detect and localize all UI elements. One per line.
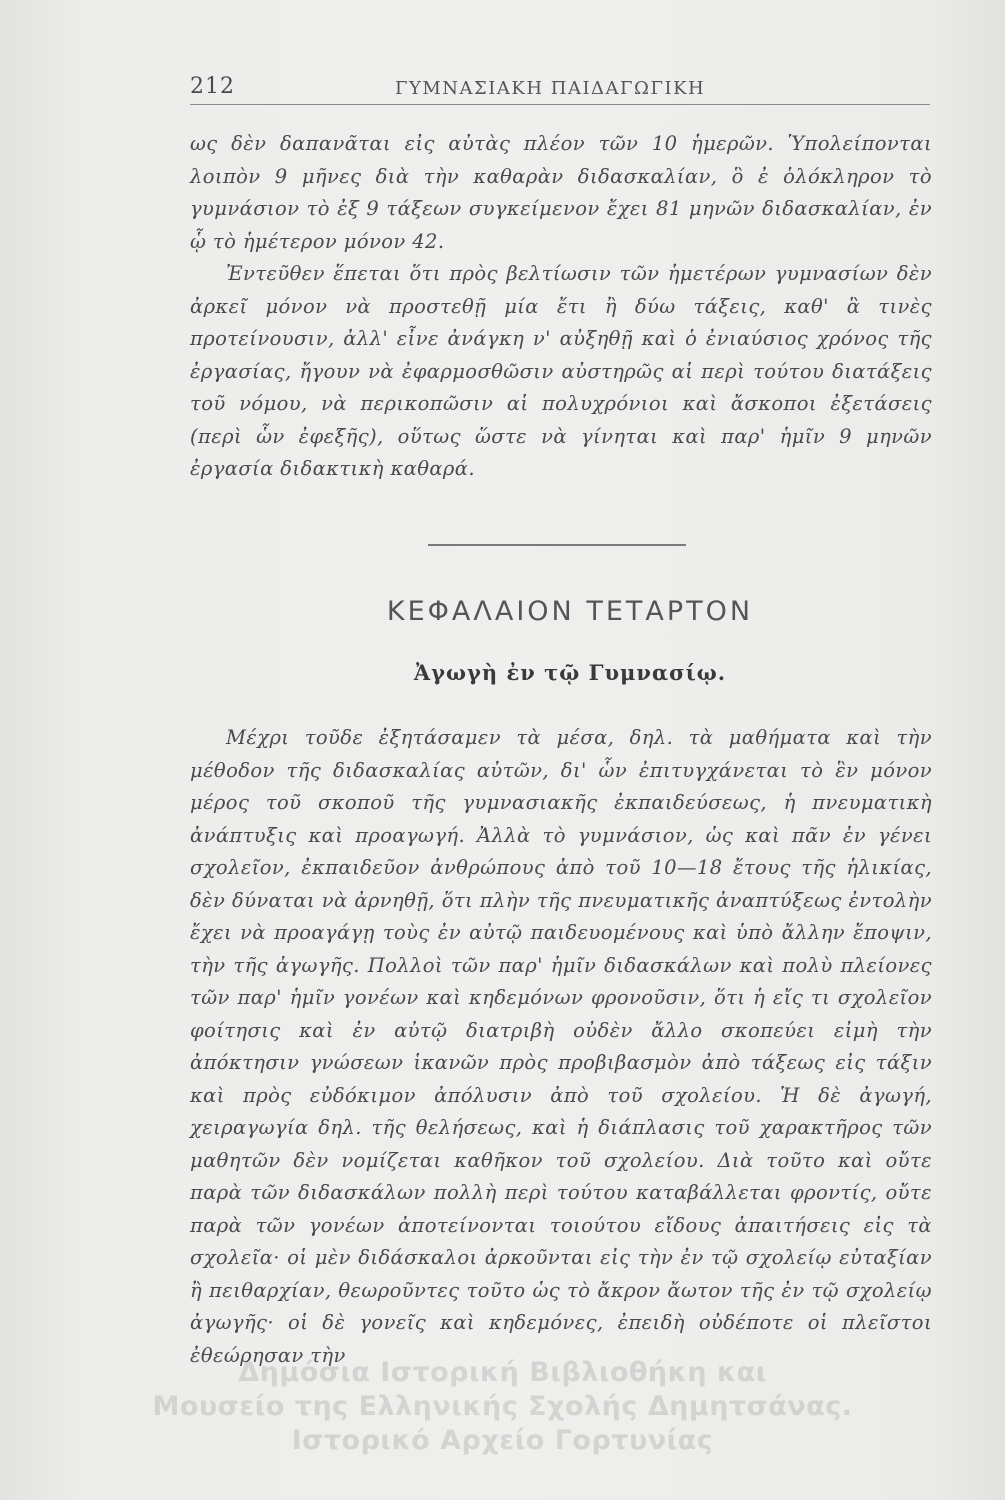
section-divider	[428, 544, 686, 546]
text-block-bottom	[190, 722, 932, 1372]
running-title: ΓΥΜΝΑΣΙΑΚΗ ΠΑΙΔΑΓΩΓΙΚΗ	[395, 78, 706, 99]
paragraph: Ἐντεῦθεν ἕπεται ὅτι πρὸς βελτίωσιν τῶν ἡμετέρων γυμνασίων δὲν ἀρκεῖ μόνον νὰ προστεθῇ μία ἔτι ἢ δύω τάξεις, καθ' ἃ τινὲς προτείνουσιν, ἀλλ' εἶνε ἀνάγκη ν' αὐξηθῇ καὶ ὁ ἐνιαύσιος χρόνος τῆς ἐργασίας, ἤγουν νὰ ἐφαρμοσθῶσιν αὐστηρῶς αἱ περὶ τούτου διατάξεις τοῦ νόμου, νὰ περικοπῶσιν αἱ πολυχρόνιοι καὶ ἄσκοποι ἐξετάσεις (περὶ ὧν ἐφεξῆς), οὕτως ὥστε νὰ γίνηται καὶ παρ' ἡμῖν 9 μηνῶν ἐργασία διδακτικὴ καθαρά.	[190, 262, 932, 480]
page-number: 212	[190, 74, 235, 99]
chapter-title: ΚΕΦΑΛΑΙΟΝ ΤΕΤΑΡΤΟΝ	[386, 596, 754, 627]
text-block-top	[190, 128, 932, 486]
library-watermark-line-2: Μουσείο της Ελληνικής Σχολής Δημητσάνας.	[152, 1391, 853, 1422]
header-rule	[190, 104, 930, 105]
paragraph: Μέχρι τοῦδε ἐξητάσαμεν τὰ μέσα, δηλ. τὰ μαθήματα καὶ τὴν μέθοδον τῆς διδασκαλίας αὐτῶν, δι' ὧν ἐπιτυγχάνεται τὸ ἓν μόνον μέρος τοῦ σκοποῦ τῆς γυμνασιακῆς ἐκπαιδεύσεως, ἡ πνευματικὴ ἀνάπτυξις καὶ προαγωγή. Ἀλλὰ τὸ γυμνάσιον, ὡς καὶ πᾶν ἐν γένει σχολεῖον, ἐκπαιδεῦον ἀνθρώπους ἀπὸ τοῦ 10—18 ἔτους τῆς ἡλικίας, δὲν δύναται νὰ ἀρνηθῇ, ὅτι πλὴν τῆς πνευματικῆς ἀναπτύξεως ἐντολὴν ἔχει νὰ προαγάγῃ τοὺς ἐν αὐτῷ παιδευομένους καὶ ὑπὸ ἄλλην ἔποψιν, τὴν τῆς ἀγωγῆς. Πολλοὶ τῶν παρ' ἡμῖν διδασκάλων καὶ πολὺ πλείονες τῶν παρ' ἡμῖν γονέων καὶ κηδεμόνων φρονοῦσιν, ὅτι ἡ εἴς τι σχολεῖον φοίτησις καὶ ἐν αὐτῷ διατριβὴ οὐδὲν ἄλλο σκοπεύει εἰμὴ τὴν ἀπόκτησιν γνώσεων ἱκανῶν πρὸς προβιβασμὸν ἀπὸ τάξεως εἰς τάξιν καὶ πρὸς εὐδόκιμον ἀπόλυσιν ἀπὸ τοῦ σχολείου. Ἡ δὲ ἀγωγή, χειραγωγία δηλ. τῆς θελήσεως, καὶ ἡ διάπλασις τοῦ χαρακτῆρος τῶν μαθητῶν δὲν νομίζεται καθῆκον τοῦ σχολείου. Διὰ τοῦτο καὶ οὔτε παρὰ τῶν διδασκάλων πολλὴ περὶ τούτου καταβάλλεται φροντίς, οὔτε παρὰ τῶν γονέων ἀποτείνονται τοιούτου εἴδους ἀπαιτήσεις εἰς τὰ σχολεῖα· οἱ μὲν διδάσκαλοι ἀρκοῦνται εἰς τὴν ἐν τῷ σχολείῳ εὐταξίαν ἢ πειθαρχίαν, θεωροῦντες τοῦτο ὡς τὸ ἄκρον ἄωτον τῆς ἐν τῷ σχολείῳ ἀγωγῆς· οἱ δὲ γονεῖς καὶ κηδεμόνες, ἐπειδὴ οὐδέποτε οἱ πλεῖστοι ἐθεώρησαν τὴν	[190, 726, 932, 1367]
running-head	[190, 74, 930, 104]
library-watermark-line-3: Ιστορικό Αρχείο Γορτυνίας	[291, 1425, 714, 1456]
paragraph: ως δὲν δαπανᾶται εἰς αὐτὰς πλέον τῶν 10 ἡμερῶν. Ὑπολείπονται λοιπὸν 9 μῆνες διὰ τὴν καθαρὰν διδασκαλίαν, ὃ ἐ ὁλόκληρον τὸ γυμνάσιον τὸ ἐξ 9 τάξεων συγκείμενον ἔχει 81 μηνῶν διδασκαλίαν, ἐν ᾧ τὸ ἡμέτερον μόνον 42.	[190, 132, 932, 253]
section-subtitle: Ἀγωγὴ ἐν τῷ Γυμνασίῳ.	[413, 660, 727, 685]
library-watermark-line-1: Δημόσια Ιστορική Βιβλιοθήκη και	[238, 1357, 767, 1388]
